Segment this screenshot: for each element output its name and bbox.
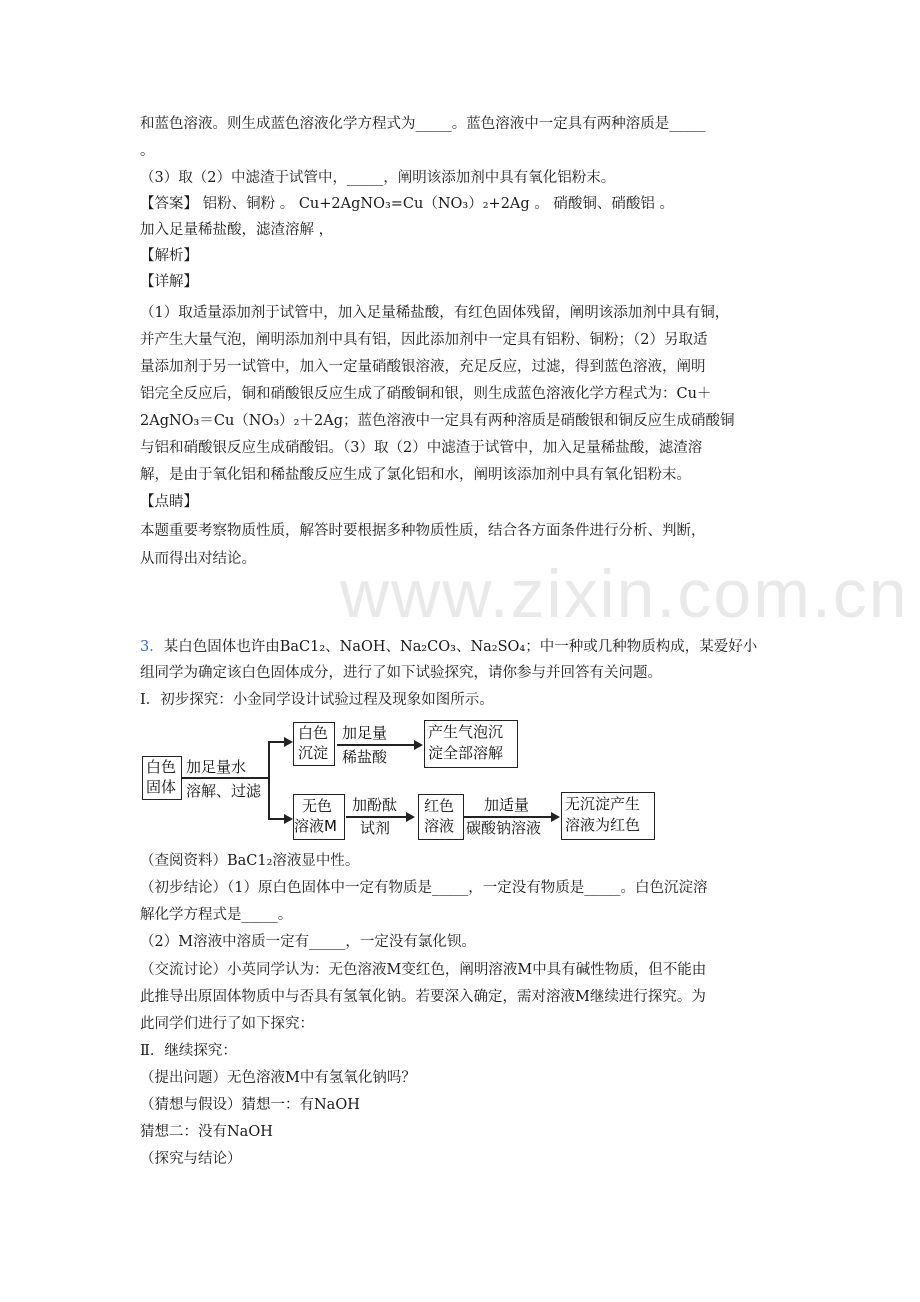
text-line: （1）取适量添加剂于试管中，加入足量稀盐酸，有红色固体残留，阐明该添加剂中具有铜， [140, 305, 730, 321]
box-label: 溶液M [294, 817, 337, 835]
section-heading: 【解析】 [140, 248, 198, 264]
text-line: 此同学们进行了如下探究： [140, 1016, 314, 1032]
watermark: www.zixin.com.cn [340, 556, 909, 632]
text-line: （猜想与假设）猜想一：有NaOH [140, 1097, 360, 1113]
text-line: 解，是由于氧化铝和稀盐酸反应生成了氯化铝和水，阐明该添加剂中具有氧化铝粉末。 [140, 467, 691, 483]
answer-line: 加入足量稀盐酸，滤渣溶解 ， [140, 222, 334, 238]
question-3-line-1 [140, 637, 757, 657]
text-line: 量添加剂于另一试管中，加入一定量硝酸银溶液，充足反应，过滤，得到蓝色溶液，阐明 [140, 359, 706, 375]
connector-line [337, 744, 415, 746]
text-line: 和蓝色溶液。则生成蓝色溶液化学方程式为_____。蓝色溶液中一定具有两种溶质是_____ [140, 116, 706, 132]
step-label: 加足量 [342, 724, 388, 742]
text-line: （3）取（2）中滤渣于试管中，_____，阐明该添加剂中具有氧化铝粉末。 [140, 170, 616, 186]
arrow-head [551, 812, 560, 822]
question-text: 某白色固体也许由BaC1₂、NaOH、Na₂CO₃、Na₂SO₄；中一种或几种物质构成，某爱好小 [163, 639, 758, 655]
step-label: 加适量 [484, 796, 530, 814]
text-line: （查阅资料）BaC1₂溶液显中性。 [140, 853, 360, 869]
arrow-head [284, 814, 293, 824]
box-label: 产生气泡沉 [428, 723, 504, 741]
box-label: 固体 [146, 778, 177, 796]
box-label: 红色 [424, 797, 455, 815]
text-line: 并产生大量气泡，阐明添加剂中具有铝，因此添加剂中一定具有铝粉、铜粉；（2）另取适 [140, 332, 708, 348]
section-heading: 【详解】 [140, 274, 198, 290]
box-label: 淀全部溶解 [428, 744, 504, 762]
text-line: （2）M溶液中溶质一定有_____，一定没有氯化钡。 [140, 934, 476, 950]
step-label: 试剂 [360, 819, 391, 837]
text-line: 与铝和硝酸银反应生成硝酸铝。（3）取（2）中滤渣于试管中，加入足量稀盐酸，滤渣溶 [140, 440, 703, 456]
box-label: 无沉淀产生 [565, 795, 641, 813]
text-line: （初步结论）（1）原白色固体中一定有物质是_____，一定没有物质是_____。白色沉淀溶 [140, 880, 708, 896]
box-label: 白色 [298, 724, 329, 742]
step-label: 溶解、过滤 [186, 782, 262, 800]
section-heading: 【点睛】 [140, 494, 198, 510]
box-label: 沉淀 [298, 744, 329, 762]
step-label: 碳酸钠溶液 [466, 819, 542, 837]
text-line: 解化学方程式是_____。 [140, 907, 293, 923]
text-line: （探究与结论） [140, 1151, 242, 1167]
arrow-head [406, 812, 415, 822]
arrow-head [414, 740, 423, 750]
connector-line [182, 777, 268, 779]
text-line: 铝完全反应后，铜和硝酸银反应生成了硝酸铜和银，则生成蓝色溶液化学方程式为：Cu＋ [140, 386, 712, 402]
text-line: 2AgNO₃＝Cu（NO₃）₂＋2Ag；蓝色溶液中一定具有两种溶质是硝酸银和铜反应生成硝酸铜 [140, 413, 735, 429]
text-line: 本题重要考察物质性质，解答时要根据多种物质性质，结合各方面条件进行分析、判断， [140, 523, 706, 539]
text-line: 此推导出原固体物质中与否具有氢氧化钠。若要深入确定，需对溶液M继续进行探究。为 [140, 989, 706, 1005]
section-heading: Ⅱ．继续探究： [140, 1043, 237, 1059]
text-line: 猜想二：没有NaOH [140, 1124, 273, 1140]
text-line: （提出问题）无色溶液M中有氢氧化钠吗？ [140, 1070, 416, 1086]
branch-line [268, 741, 270, 819]
text-line: 。 [140, 143, 155, 159]
step-label: 加酚酞 [352, 796, 398, 814]
box-label: 白色 [146, 758, 177, 776]
question-3-line-2: 组同学为确定该白色固体成分，进行了如下试验探究，请你参与并回答有关问题。 [140, 665, 662, 681]
box-label: 溶液为红色 [565, 816, 641, 834]
step-label: 稀盐酸 [342, 748, 388, 766]
arrow-head [284, 737, 293, 747]
text-line: （交流讨论）小英同学认为：无色溶液M变红色，阐明溶液M中具有碱性物质，但不能由 [140, 962, 707, 978]
question-number: 3． [140, 639, 164, 655]
box-label: 无色 [302, 797, 333, 815]
text-line: 从而得出对结论。 [140, 551, 256, 567]
question-3-line-3: Ⅰ．初步探究：小金同学设计试验过程及现象如图所示。 [140, 692, 494, 708]
step-label: 加足量水 [186, 758, 247, 776]
answer-line: 【答案】 铝粉、铜粉 。 Cu+2AgNO₃=Cu（NO₃）₂+2Ag 。 硝酸铜、硝酸铝 。 [140, 196, 675, 212]
box-label: 溶液 [424, 817, 455, 835]
